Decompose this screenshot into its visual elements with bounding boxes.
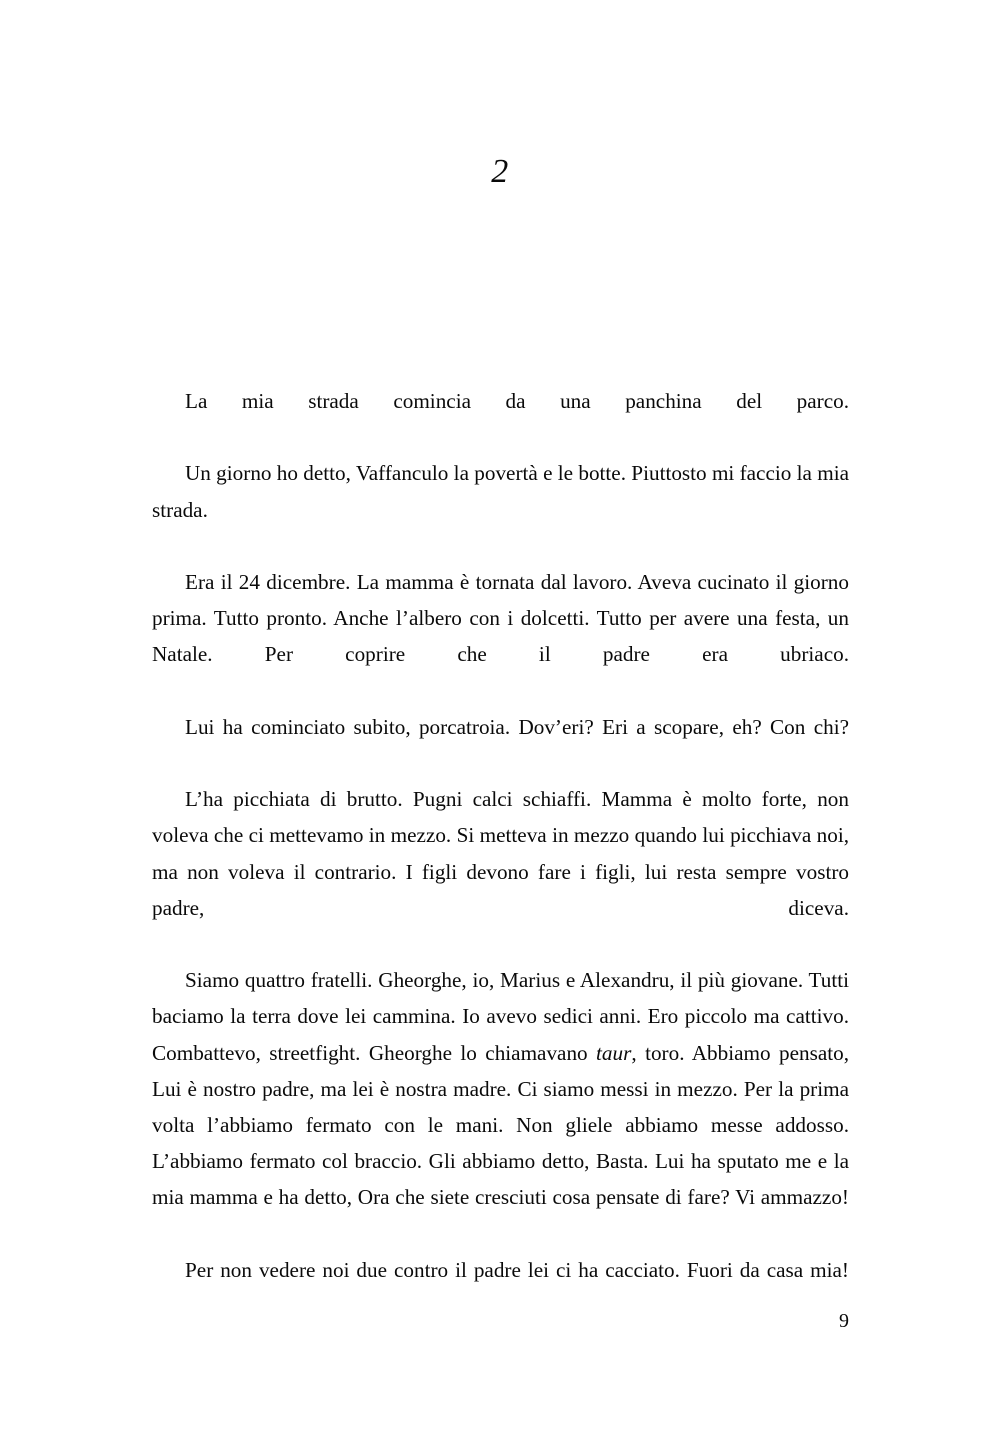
paragraph: Lui ha cominciato subito, porcatroia. Dov’eri? Eri a scopare, eh? Con chi? [185,714,849,739]
paragraph: La mia strada comincia da una panchina del parco. [185,389,849,413]
paragraph: Un giorno ho detto, Vaffanculo la povertà e le botte. Piuttosto mi faccio la mia strada. [152,461,849,522]
paragraph: Per non vedere noi due contro il padre lei ci ha cacciato. Fuori da casa mia! [185,1257,849,1282]
page-number: 9 [839,1310,849,1332]
paragraph [152,962,849,1252]
paragraph-segment: Siamo quattro fratelli. Gheorghe, io, Marius e Alexandru, il più giovane. Tutti baciamo la terra dove lei cammina. Io avevo sedici anni. Ero piccolo ma cattivo. Combattevo, streetfight. Gheorghe lo chiamavano [152,968,849,1065]
chapter-number: 2 [491,153,509,190]
body-text-block [152,383,849,1324]
paragraph: Era il 24 dicembre. La mamma è tornata dal lavoro. Aveva cucinato il giorno prima. Tutto pronto. Anche l’albero con i dolcetti. Tutto per avere una festa, un Natale. Per coprire che il padre era ubriaco. [152,570,849,667]
paragraph: L’ha picchiata di brutto. Pugni calci schiaffi. Mamma è molto forte, non voleva che ci mettevamo in mezzo. Si metteva in mezzo quando lui picchiava noi, ma non voleva il contrario. I figli devono fare i figli, lui resta sempre vostro padre, diceva. [152,787,849,920]
paragraph-segment-italic: taur [596,1040,632,1065]
paragraph-segment: , toro. Abbiamo pensato, Lui è nostro padre, ma lei è nostra madre. Ci siamo messi in mezzo. Per la prima volta l’abbiamo fermato con le mani. Non gliele abbiamo messe addosso. L’abbiamo fermato col braccio. Gli abbiamo detto, Basta. Lui ha sputato me e la mia mamma e ha detto, Ora che siete cresciuti cosa pensate di fare? Vi ammazzo! [152,1040,849,1210]
